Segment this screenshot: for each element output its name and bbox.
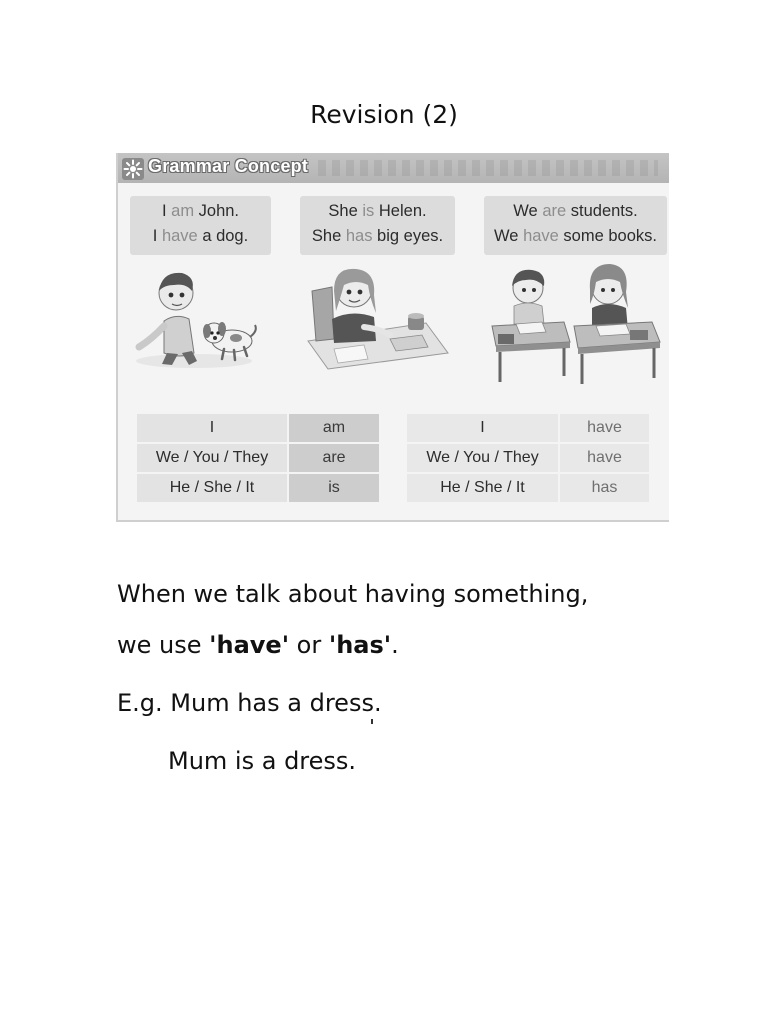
- sentence-text: a dog.: [197, 227, 249, 245]
- faded-background-text: [318, 160, 658, 176]
- example-prefix: E.g.: [117, 689, 171, 717]
- sentence-text: Helen.: [374, 202, 427, 220]
- grammar-concept-header: [118, 153, 669, 183]
- sentence-text: We: [494, 227, 524, 245]
- sentence-text: some books.: [558, 227, 657, 245]
- sentence-text: We: [513, 202, 543, 220]
- sentence-bubble-john: [130, 196, 271, 255]
- page-title: Revision (2): [310, 100, 458, 129]
- subject-cell: I: [137, 414, 287, 442]
- bubble-line: [300, 199, 455, 224]
- explanation-text: .: [391, 631, 399, 659]
- subject-cell: I: [407, 414, 558, 442]
- sentence-bubble-students: [484, 196, 667, 255]
- bubble-line: [300, 224, 455, 249]
- verb-cell: have: [560, 444, 649, 472]
- has-keyword: 'has': [328, 631, 392, 659]
- table-row: [137, 414, 379, 442]
- explanation-line-2: [117, 631, 399, 659]
- sentence-bubble-helen: [300, 196, 455, 255]
- table-row: [137, 474, 379, 502]
- subject-cell: He / She / It: [407, 474, 558, 502]
- verb-cell: is: [289, 474, 379, 502]
- boy-with-dog-illustration: [134, 261, 262, 371]
- sentence-text: John.: [194, 202, 240, 220]
- table-row: [407, 414, 649, 442]
- subject-cell: We / You / They: [137, 444, 287, 472]
- bubble-line: [484, 224, 667, 249]
- verb-cell: has: [560, 474, 649, 502]
- verb-highlight: am: [171, 202, 195, 220]
- sentence-text: She: [311, 227, 346, 245]
- verb-highlight: have: [161, 227, 198, 245]
- verb-highlight: are: [542, 202, 567, 220]
- table-row: [407, 474, 649, 502]
- sentence-text: She: [328, 202, 363, 220]
- grammar-concept-panel: [116, 153, 669, 522]
- example-correct: [117, 689, 382, 717]
- bubble-line: [130, 199, 271, 224]
- verb-cell: am: [289, 414, 379, 442]
- verb-highlight: have: [523, 227, 559, 245]
- sentence-text: I: [152, 227, 162, 245]
- students-at-desks-illustration: [490, 258, 662, 388]
- have-keyword: 'have': [209, 631, 290, 659]
- explanation-line-1: When we talk about having something,: [117, 580, 589, 608]
- verb-highlight: has: [345, 227, 373, 245]
- subject-cell: We / You / They: [407, 444, 558, 472]
- explanation-text: we use: [117, 631, 210, 659]
- girl-drawing-illustration: [304, 261, 450, 371]
- subject-cell: He / She / It: [137, 474, 287, 502]
- verb-highlight: is: [362, 202, 375, 220]
- have-verb-table: [405, 412, 651, 504]
- explanation-text: or: [289, 631, 329, 659]
- verb-cell: have: [560, 414, 649, 442]
- example-wrong: Mum is a dress.: [168, 747, 357, 775]
- be-verb-table: [135, 412, 381, 504]
- example-correct-sentence: Mum has a dress.: [170, 689, 382, 717]
- sun-icon: [122, 158, 144, 180]
- grammar-concept-title: Grammar Concept: [148, 156, 309, 176]
- sentence-text: students.: [566, 202, 638, 220]
- table-row: [407, 444, 649, 472]
- table-row: [137, 444, 379, 472]
- bubble-line: [484, 199, 667, 224]
- sentence-text: big eyes.: [372, 227, 444, 245]
- stray-mark: [371, 719, 373, 724]
- verb-cell: are: [289, 444, 379, 472]
- sentence-text: I: [161, 202, 172, 220]
- bubble-line: [130, 224, 271, 249]
